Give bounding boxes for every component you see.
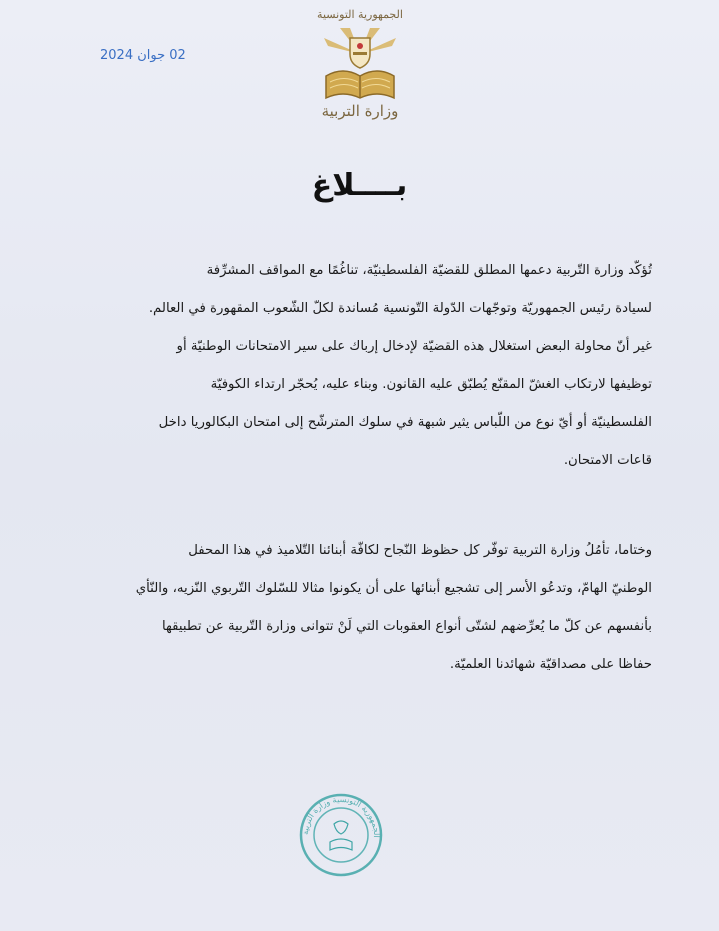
paragraph-line: تُؤكّد وزارة التّربية دعمها المطلق للقضيّة الفلسطينيّة، تناغُمًا مع المواقف المشرِّفة [206, 263, 652, 278]
paragraph-line: حفاظا على مصداقيّة شهائدنا العلميّة. [449, 657, 652, 672]
paragraph-line: لسيادة رئيس الجمهوريّة وتوجّهات الدّولة التّونسية مُساندة لكلّ الشّعوب المقهورة في العالم. [148, 301, 652, 316]
republic-text: الجمهورية التونسية [317, 8, 403, 21]
ministry-text: وزارة التربية [321, 102, 399, 120]
book-emblem-icon [320, 24, 400, 104]
paragraph-line: قاعات الامتحان. [563, 453, 652, 468]
paragraph-line: توظيفها لارتكاب الغشّ المقنّع يُطبّق عليه القانون. وبناء عليه، يُحجّر ارتداء الكوفيّة [210, 377, 652, 392]
paragraph-line: بأنفسهم عن كلّ ما يُعرِّضهم لشتّى أنواع العقوبات التي لَنْ تتوانى وزارة التّربية عن تطبيقها [161, 619, 652, 634]
paragraph-line: الوطنيّ الهامّ، وتدعُو الأسر إلى تشجيع أبنائها على أن يكونوا مثالا للسّلوك التّربوي النّزيه، والنّأي [135, 581, 652, 596]
svg-text:الجمهورية التونسية وزارة الترب [301, 795, 381, 838]
paragraph-1 [68, 252, 652, 480]
date-label: 02 جوان 2024 [100, 48, 186, 63]
paragraph-line: وختاما، تأمُلُ وزارة التربية توفّر كل حظوظ النّجاح لكافّة أبنائنا التّلاميذ في هذا المحفل [188, 543, 652, 558]
page-title: بــــلاغ [311, 168, 408, 203]
ministry-emblem [290, 6, 430, 126]
stamp-outer-text: الجمهورية التونسية وزارة التربية [300, 794, 382, 838]
paragraph-2 [68, 532, 652, 684]
paragraph-line: الفلسطينيّة أو أيّ نوع من اللّباس يثير شبهة في سلوك المترشّح إلى امتحان البكالوريا داخل [158, 415, 652, 430]
paragraph-line: غير أنّ محاولة البعض استغلال هذه القضيّة لإدخال إرباك على سير الامتحانات الوطنيّة أو [176, 339, 652, 354]
official-stamp-icon [296, 790, 386, 880]
